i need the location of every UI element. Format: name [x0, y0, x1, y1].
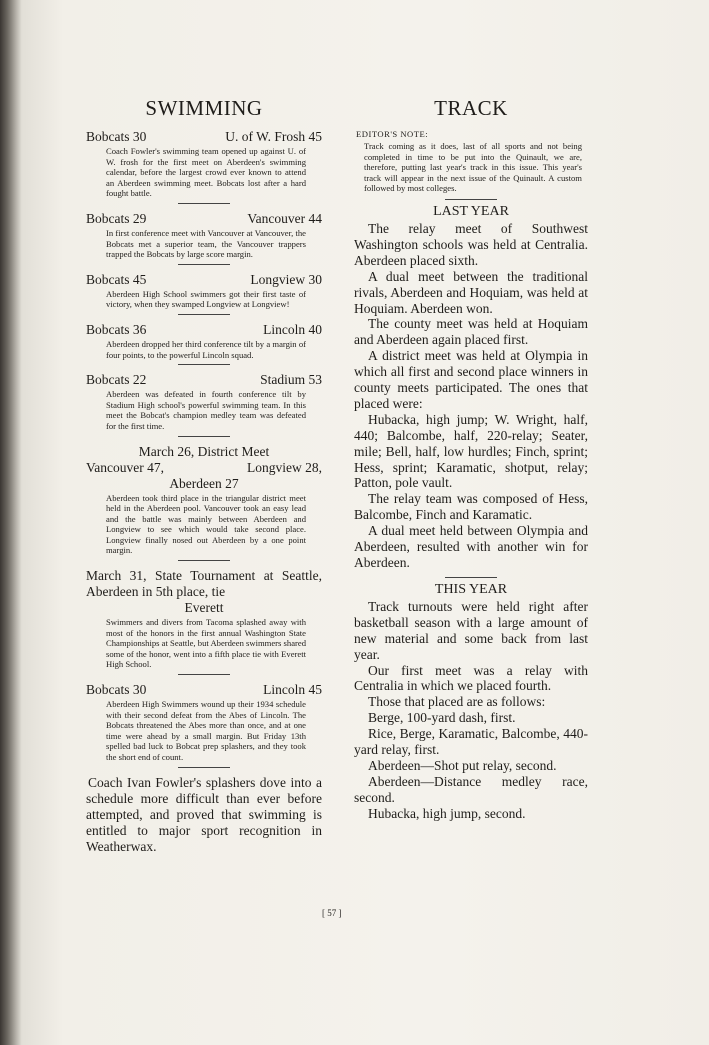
divider [178, 674, 230, 675]
this-year-para: Our first meet was a relay with Centralia in which we placed fourth. [354, 662, 588, 694]
swimming-closing: Coach Ivan Fowler's splashers dove into a schedule more difficult than ever before attempted, and proved that swimming is entitled to major sport recognition in Weatherwax. [86, 774, 322, 854]
district-score [86, 460, 322, 476]
state-heading: March 31, State Tournament at Seattle, Aberdeen in 5th place, tie [86, 568, 322, 600]
district-heading: March 26, District Meet [138, 443, 270, 459]
divider [178, 560, 230, 561]
meet-5 [86, 372, 322, 436]
divider [445, 199, 497, 200]
meet-4-score [86, 322, 322, 338]
meet-5-away: Stadium 53 [260, 372, 322, 388]
meet-1-score [86, 129, 322, 145]
divider [178, 314, 230, 315]
divider [178, 436, 230, 437]
last-year-para: The relay meet of Southwest Washington schools was held at Centralia. Aberdeen placed sixth. [354, 220, 588, 268]
last-year-heading: LAST YEAR [433, 203, 509, 219]
meet-final [86, 682, 322, 768]
swimming-column [86, 96, 322, 855]
last-year-para: A dual meet between the traditional rivals, Aberdeen and Hoquiam, was held at Hoquiam. Aberdeen won. [354, 268, 588, 316]
state-heading-2: Everett [184, 600, 224, 616]
meet-final-home: Bobcats 30 [86, 682, 147, 698]
this-year-para: Hubacka, high jump, second. [368, 805, 526, 821]
meet-1-away: U. of W. Frosh 45 [225, 129, 322, 144]
meet-2-home: Bobcats 29 [86, 210, 147, 226]
this-year-para: Aberdeen—Distance medley race, second. [354, 773, 588, 805]
meet-3 [86, 272, 322, 315]
meet-2-score [86, 211, 322, 227]
editor-note-text: Track coming as it does, last of all sports and not being completed in time to be put into the Quinault, we are, therefore, putting last year's track in this issue. This year's track will appear in the next issue of the Quinault. A custom followed by most colleges. [364, 141, 582, 194]
state-tournament [86, 568, 322, 675]
this-year-para: Rice, Berge, Karamatic, Balcombe, 440-yard relay, first. [354, 726, 588, 758]
district-first: Vancouver 47, [86, 459, 164, 475]
meet-5-home: Bobcats 22 [86, 372, 147, 388]
district-meet [86, 444, 322, 562]
meet-final-away: Lincoln 45 [263, 682, 322, 698]
meet-3-home: Bobcats 45 [86, 271, 147, 287]
meet-4-home: Bobcats 36 [86, 321, 147, 337]
last-year-para: The county meet was held at Hoquiam and Aberdeen again placed first. [354, 316, 588, 348]
meet-1 [86, 129, 322, 204]
meet-final-score [86, 682, 322, 698]
this-year-para: Berge, 100-yard dash, first. [368, 710, 516, 726]
meet-4-away: Lincoln 40 [263, 321, 322, 337]
meet-5-score [86, 372, 322, 388]
last-year-para: The relay team was composed of Hess, Balcombe, Finch and Karamatic. [354, 491, 588, 523]
meet-2-away: Vancouver 44 [247, 210, 322, 226]
meet-4 [86, 322, 322, 365]
divider [178, 364, 230, 365]
district-third: Aberdeen 27 [169, 475, 239, 491]
meet-final-text: Aberdeen High Swimmers wound up their 1934 schedule with their second defeat from the Abes of Lincoln. The Bobcats threatened the Abes more than once, and at one time were ahead by a small margin. But Friday 13th spelled bad luck to Bobcat prep splashers, and they took the short end of count. [106, 699, 306, 762]
last-year-para: A district meet was held at Olympia in which all first and second place winners in county meets participated. The ones that placed were: [354, 348, 588, 411]
meet-5-text: Aberdeen was defeated in fourth conference tilt by Stadium High school's powerful swimming team. In this meet the Bobcat's champion medley team was defeated for the first time. [106, 389, 306, 431]
meet-3-text: Aberdeen High School swimmers got their first taste of victory, when they swamped Longview at Longview! [106, 288, 306, 310]
book-binding [0, 0, 22, 1045]
meet-3-score [86, 272, 322, 288]
state-text: Swimmers and divers from Tacoma splashed away with most of the honors in the first annual Washington State Championships at Seattle, but Aberdeen swimmers shared some of the honor, went into a fifth place tie with Everett High School. [106, 617, 306, 670]
divider [178, 767, 230, 768]
swimming-title: SWIMMING [145, 96, 263, 120]
meet-2-text: In first conference meet with Vancouver at Vancouver, the Bobcats met a superior team, the Vancouver trappers trapped the Bobcats by large score margin. [106, 227, 306, 260]
this-year-heading: THIS YEAR [434, 581, 508, 597]
meet-4-text: Aberdeen dropped her third conference tilt by a margin of four points, to the powerful Lincoln squad. [106, 338, 306, 360]
track-column [354, 96, 588, 822]
meet-1-home: Bobcats 30 [86, 129, 147, 144]
this-year-para: Those that placed are as follows: [368, 694, 546, 710]
last-year-para: A dual meet held between Olympia and Aberdeen, resulted with another win for Aberdeen. [354, 523, 588, 570]
last-year-para: Hubacka, high jump; W. Wright, half, 440; Balcombe, half, 220-relay; Seater, mile; Bell, half, low hurdles; Finch, sprint; Hess, sprint; Karamatic, shotput, relay; Patton, pole vault. [354, 411, 588, 491]
meet-3-away: Longview 30 [250, 271, 322, 287]
this-year-para: Aberdeen—Shot put relay, second. [368, 757, 557, 773]
meet-2 [86, 211, 322, 265]
divider [445, 577, 497, 578]
page-number: [ 57 ] [322, 908, 342, 918]
meet-1-text: Coach Fowler's swimming team opened up against U. of W. frosh for the first meet on Aberdeen's swimming calendar, before the largest crowd ever known to attend an Aberdeen swimming meet. Bobcats lost after a hard fought battle. [106, 146, 306, 199]
district-second: Longview 28, [247, 459, 322, 475]
divider [178, 203, 230, 204]
track-title: TRACK [434, 96, 508, 120]
this-year-para: Track turnouts were held right after basketball season with a large amount of new material and some back from last year. [354, 598, 588, 662]
district-text: Aberdeen took third place in the triangular district meet held in the Aberdeen pool. Vancouver took an easy lead and the battle was mainly between Aberdeen and Longview to see which would take second place. Longview finally nosed out Aberdeen by a one point margin. [106, 492, 306, 556]
divider [178, 264, 230, 265]
editor-note-label: EDITOR'S NOTE: [356, 129, 429, 139]
